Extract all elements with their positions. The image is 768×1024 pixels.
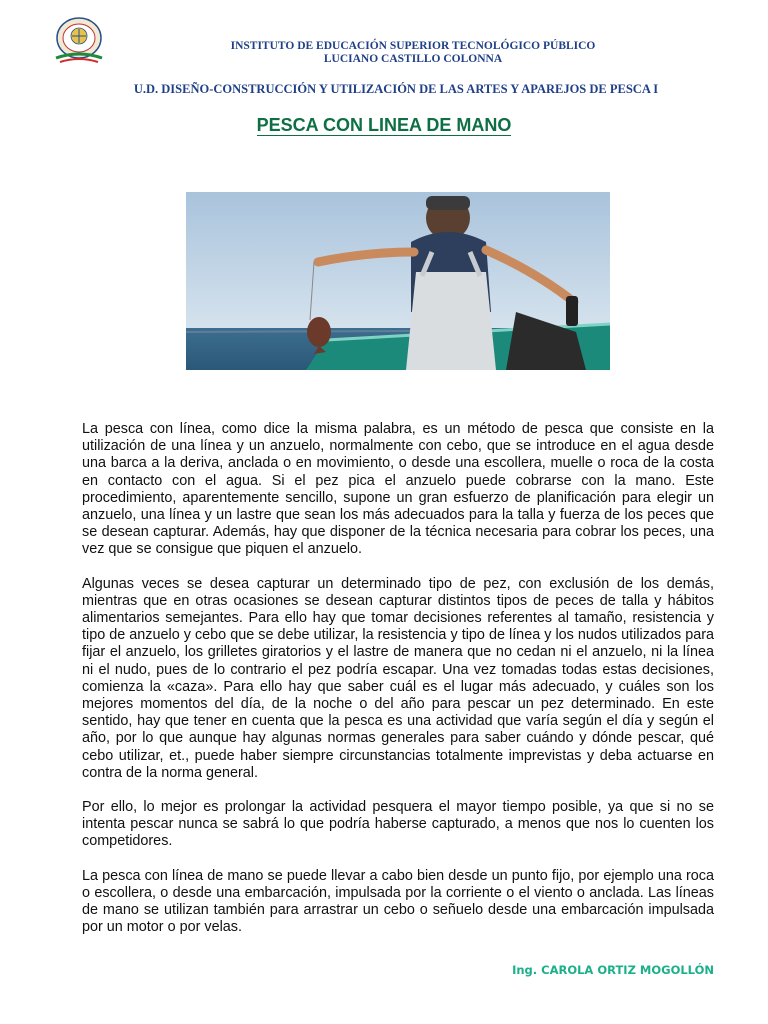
paragraph-4: La pesca con línea de mano se puede llevar a cabo bien desde un punto fijo, por ejemplo una roca o escollera, o desde una embarcación, impulsada por la corriente o el viento o anclada. Las líneas de mano se utilizan también para arrastrar un cebo o señuelo desde una embarcación impulsada por un motor o por velas. [82,867,714,936]
fisherman-photo [186,192,610,370]
institute-line-2: LUCIANO CASTILLO COLONNA [323,53,503,65]
paragraph-3: Por ello, lo mejor es prolongar la actividad pesquera el mayor tiempo posible, ya que si no se intenta pescar nunca se sabrá lo que podría haberse capturado, a menos que nos lo cuenten los competidores. [82,799,714,850]
institute-line-1: INSTITUTO DE EDUCACIÓN SUPERIOR TECNOLÓGICO PÚBLICO [230,40,596,52]
footer-author: Ing. CAROLA ORTIZ MOGOLLÓN [512,963,714,977]
paragraph-2: Algunas veces se desea capturar un determinado tipo de pez, con exclusión de los demás, mientras que en otras ocasiones se desean capturar distintos tipos de peces de talla y hábitos alimentarios semejantes. Para ello hay que tomar decisiones referentes al tamaño, resistencia y tipo de anzuelo y cebo que se debe utilizar, la resistencia y tipo de línea y los nudos utilizados para fijar el anzuelo, los grilletes giratorios y el lastre de manera que no cedan ni el anzuelo, ni la línea ni el nudo, pues de lo contrario el pez podría escapar. Una vez tomadas todas estas decisiones, comienza la «caza». Para ello hay que saber cuál es el lugar más adecuado, y cuáles son los mejores momentos del día, de la noche o del año para pescar un pez determinado. En este sentido, hay que tener en cuenta que la pesca es una actividad que varía según el día y según el año, por lo que aunque hay algunas normas generales para saber cuándo y dónde pescar, qué cebo utilizar, et., puede haber siempre circunstancias totalmente imprevistas y deba actuarse en contra de la norma general. [82,575,714,781]
institute-name [150,40,676,66]
institute-seal-icon [48,14,110,66]
page-title-text: PESCA CON LINEA DE MANO [256,115,512,135]
course-title: U.D. DISEÑO-CONSTRUCCIÓN Y UTILIZACIÓN DE LAS ARTES Y APAREJOS DE PESCA I [133,82,659,96]
page-title [0,115,768,136]
paragraph-1: La pesca con línea, como dice la misma palabra, es un método de pesca que consiste en la utilización de una línea y un anzuelo, normalmente con cebo, que se introduce en el agua desde una barca a la deriva, anclada o en movimiento, o desde una escollera, muelle o roca de la costa en contacto con el agua. Si el pez pica el anzuelo puede cobrarse con la mano. Este procedimiento, aparentemente sencillo, supone un gran esfuerzo de planificación para elegir un anzuelo, una línea y un lastre que sean los más adecuados para la talla y fuerza de los peces que se desean capturar. Además, hay que disponer de la técnica necesaria para cobrar los peces, una vez que se consigue que piquen el anzuelo. [82,421,714,558]
body-text [82,421,714,953]
